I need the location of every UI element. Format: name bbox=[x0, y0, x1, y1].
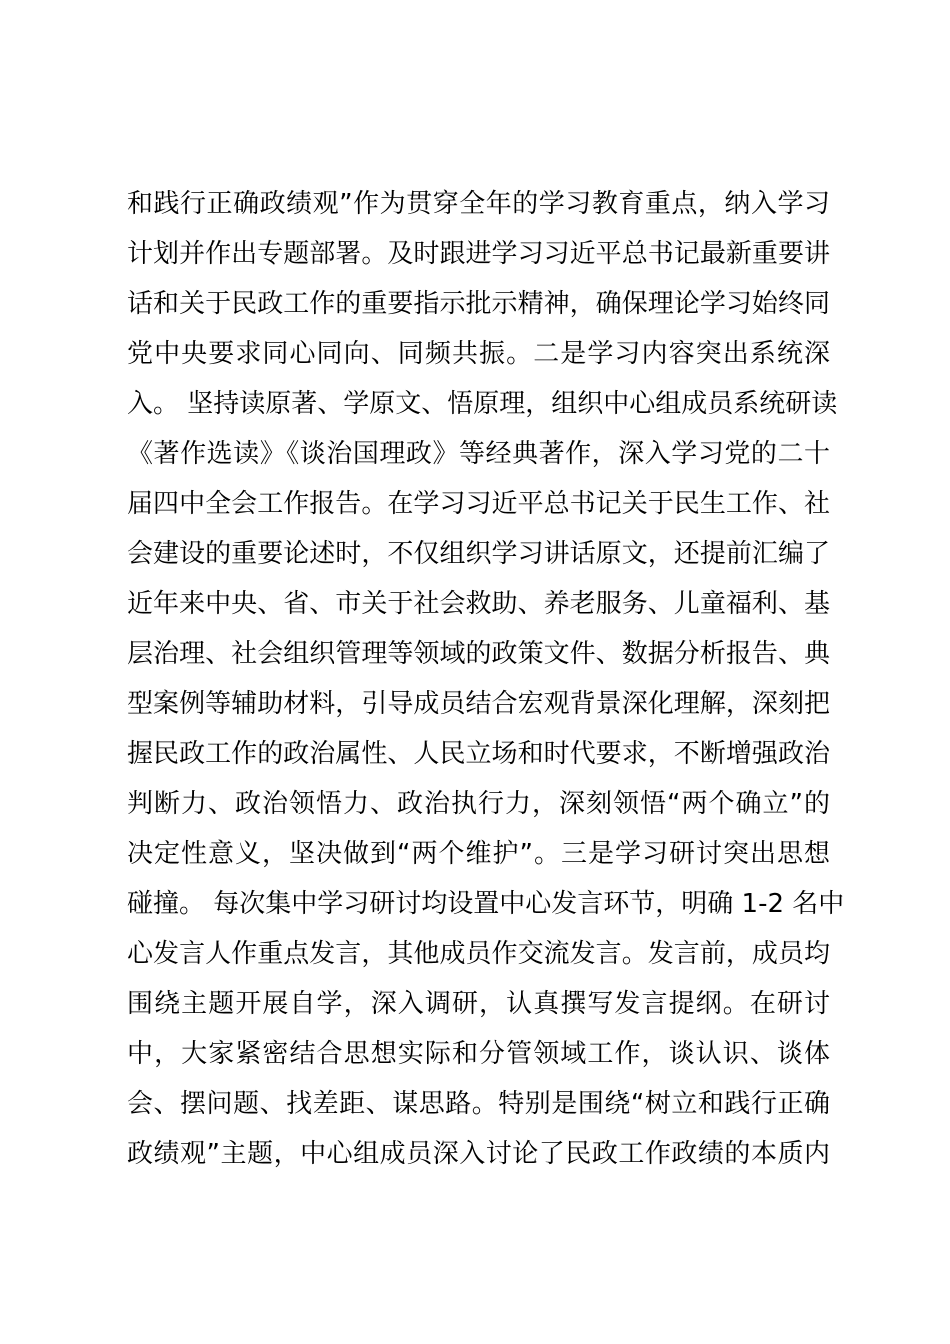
text-line: 《著作选读》《谈治国理政》等经典著作，深入学习党的二十 bbox=[127, 439, 830, 469]
text-line: 会、摆问题、找差距、谋思路。特别是围绕“树立和践行正确 bbox=[127, 1089, 830, 1119]
text-line: 握民政工作的政治属性、人民立场和时代要求，不断增强政治 bbox=[127, 739, 830, 769]
text-line: 政绩观”主题，中心组成员深入讨论了民政工作政绩的本质内 bbox=[127, 1139, 830, 1169]
text-line: 碰撞。 每次集中学习研讨均设置中心发言环节，明确 1-2 名中 bbox=[127, 889, 845, 919]
text-line: 党中央要求同心同向、同频共振。二是学习内容突出系统深 bbox=[127, 339, 830, 369]
text-line: 话和关于民政工作的重要指示批示精神，确保理论学习始终同 bbox=[127, 289, 830, 319]
text-line: 决定性意义，坚决做到“两个维护”。三是学习研讨突出思想 bbox=[127, 839, 830, 869]
body-paragraph bbox=[127, 179, 845, 1179]
text-line: 型案例等辅助材料，引导成员结合宏观背景深化理解，深刻把 bbox=[127, 689, 830, 719]
text-line: 会建设的重要论述时，不仅组织学习讲话原文，还提前汇编了 bbox=[127, 539, 830, 569]
text-line: 入。 坚持读原著、学原文、悟原理，组织中心组成员系统研读 bbox=[127, 389, 838, 419]
text-line: 和践行正确政绩观”作为贯穿全年的学习教育重点，纳入学习 bbox=[127, 189, 830, 219]
text-line: 层治理、社会组织管理等领域的政策文件、数据分析报告、典 bbox=[127, 639, 830, 669]
text-line: 围绕主题开展自学，深入调研，认真撰写发言提纲。在研讨 bbox=[127, 989, 830, 1019]
text-line: 中，大家紧密结合思想实际和分管领域工作，谈认识、谈体 bbox=[127, 1039, 830, 1069]
text-line: 判断力、政治领悟力、政治执行力，深刻领悟“两个确立”的 bbox=[127, 789, 830, 819]
text-line: 心发言人作重点发言，其他成员作交流发言。发言前，成员均 bbox=[127, 939, 830, 969]
text-line: 届四中全会工作报告。在学习习近平总书记关于民生工作、社 bbox=[127, 489, 830, 519]
text-line: 近年来中央、省、市关于社会救助、养老服务、儿童福利、基 bbox=[127, 589, 830, 619]
text-line: 计划并作出专题部署。及时跟进学习习近平总书记最新重要讲 bbox=[127, 239, 830, 269]
